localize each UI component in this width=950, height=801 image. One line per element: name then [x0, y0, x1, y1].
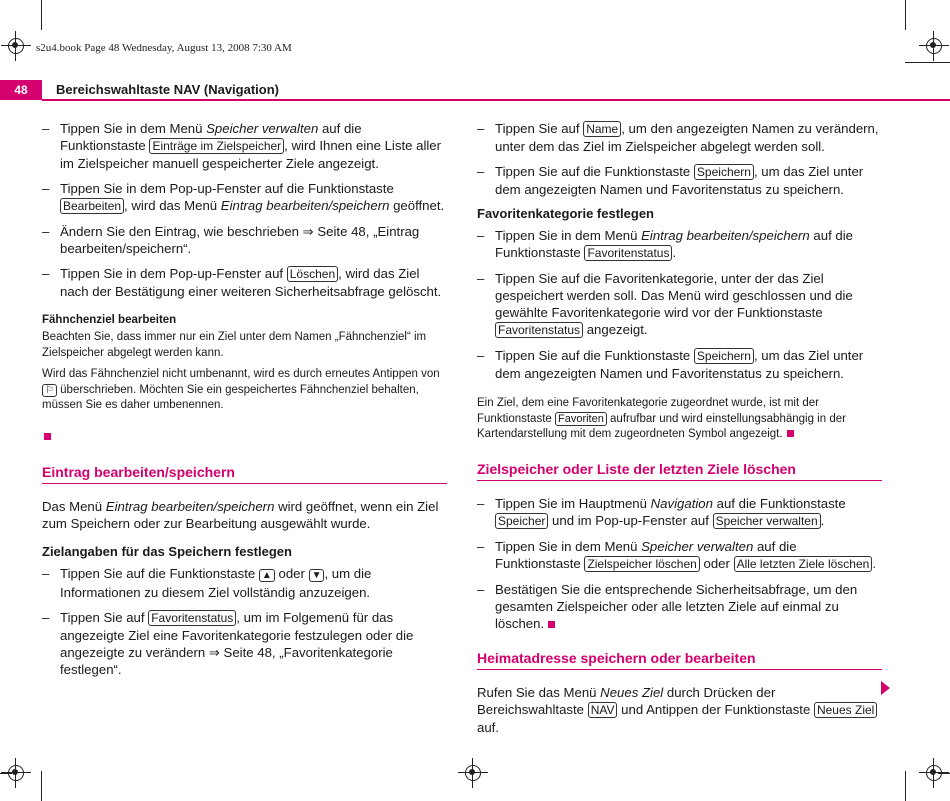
key-favoritenstatus: Favoritenstatus: [495, 322, 583, 338]
list-item: – Tippen Sie auf Favoritenstatus , um im Folgemenü für das angezeigte Ziel eine Favoritenkategorie festzulegen oder die angezeigte zu verändern ⇒ Seite 48, „Favoritenkategorie festlegen“.: [42, 609, 414, 677]
crop-mark-bottom-center: [458, 758, 488, 788]
key-alle-letzten-ziele-loeschen: Alle letzten Ziele löschen: [734, 556, 873, 572]
list-item: – Bestätigen Sie die entsprechende Sicherheitsabfrage, um den gesamten Zielspeicher oder alle letzten Ziele auf einmal zu löschen.: [477, 581, 858, 631]
section-title: Heimatadresse speichern oder bearbeiten: [477, 650, 882, 670]
dash: –: [477, 348, 485, 363]
sub-heading: Favoritenkategorie festlegen: [477, 206, 654, 221]
dash: –: [477, 538, 485, 554]
key-speichern: Speichern: [694, 164, 754, 180]
list-item: – Tippen Sie auf die Favoritenkategorie, unter der das Ziel gespeichert werden soll. Das Menü wird geschlossen und die gewählte Favoritenkategorie wird vor der Funktionstaste Favoritenstatus angezeigt.: [477, 271, 853, 337]
up-arrow-key-icon: ▲: [259, 569, 275, 582]
flag-heading: Fähnchenziel bearbeiten: [42, 314, 177, 326]
left-column: [42, 120, 447, 686]
list-item: – Tippen Sie auf die Funktionstaste Speichern , um das Ziel unter dem angezeigten Namen und Favoritenstatus zu speichern.: [477, 164, 864, 197]
section-title: Zielspeicher oder Liste der letzten Ziele löschen: [477, 461, 882, 481]
flag-paragraph: Wird das Fähnchenziel nicht umbenannt, wird es durch erneutes Antippen von ⚐ überschrieben. Möchten Sie ein gespeichertes Fähnchenziel behalten, müssen Sie es daher umbenennen.: [42, 368, 440, 411]
note-paragraph: Ein Ziel, dem eine Favoritenkategorie zugeordnet wurde, ist mit der Funktionstaste Favoriten aufrufbar und wird einstellungsabhängig in der Kartendarstellung mit dem zugeordneten Symbol angezeigt.: [477, 397, 846, 440]
flag-icon: ⚐: [42, 384, 57, 397]
dash: –: [42, 609, 50, 625]
end-mark: [548, 621, 555, 628]
trim-line: [905, 771, 906, 801]
section-title: Eintrag bearbeiten/speichern: [42, 464, 447, 484]
list-item: – Tippen Sie in dem Pop-up-Fenster auf Löschen , wird das Ziel nach der Bestätigung einer weiteren Sicherheitsabfrage gelöscht.: [42, 266, 442, 299]
list-item: – Tippen Sie in dem Menü Speicher verwalten auf die Funktionstaste Zielspeicher löschen oder Alle letzten Ziele löschen .: [477, 538, 876, 571]
continue-arrow-icon: [881, 681, 890, 695]
sub-heading: Zielangaben für das Speichern festlegen: [42, 543, 292, 559]
dash: –: [42, 224, 50, 239]
key-favoritenstatus: Favoritenstatus: [148, 610, 236, 626]
dash: –: [42, 181, 50, 196]
header-rule: [42, 99, 950, 101]
down-arrow-key-icon: ▼: [309, 569, 325, 582]
list-item: – Tippen Sie auf die Funktionstaste ▲ oder ▼ , um die Informationen zu diesem Ziel vollständig anzuzeigen.: [42, 565, 372, 600]
list-item: – Ändern Sie den Eintrag, wie beschrieben ⇒ Seite 48, „Eintrag bearbeiten/speichern“.: [42, 224, 420, 256]
trim-line: [41, 771, 42, 801]
key-neues-ziel: Neues Ziel: [814, 702, 877, 718]
dash: –: [477, 495, 485, 511]
key-nav: NAV: [588, 702, 618, 718]
key-speicher-verwalten: Speicher verwalten: [713, 513, 821, 529]
trim-line: [938, 773, 950, 774]
home-address-paragraph: Rufen Sie das Menü Neues Ziel durch Drücken der Bereichswahltaste NAV und Antippen der Funktionstaste Neues Ziel auf.: [477, 684, 882, 736]
dash: –: [477, 228, 485, 243]
list-item: – Tippen Sie in dem Pop-up-Fenster auf die Funktionstaste Bearbeiten , wird das Menü Eintrag bearbeiten/speichern geöffnet.: [42, 181, 445, 213]
key-bearbeiten: Bearbeiten: [60, 198, 124, 214]
end-mark: [44, 433, 51, 440]
list-item: – Tippen Sie im Hauptmenü Navigation auf die Funktionstaste Speicher und im Pop-up-Fenster auf Speicher verwalten .: [477, 495, 846, 528]
intro-paragraph: Das Menü Eintrag bearbeiten/speichern wird geöffnet, wenn ein Ziel zum Speichern oder zur Bearbeitung ausgewählt wurde.: [42, 498, 439, 531]
trim-line: [0, 773, 12, 774]
page-number: 48: [0, 80, 42, 100]
list-item: – Tippen Sie in dem Menü Eintrag bearbeiten/speichern auf die Funktionstaste Favoritenstatus .: [477, 228, 854, 260]
right-column: [477, 120, 882, 748]
list-item: – Tippen Sie auf Name , um den angezeigten Namen zu verändern, unter dem das Ziel im Zielspeicher abgelegt werden soll.: [477, 121, 879, 154]
key-speichern: Speichern: [694, 348, 754, 364]
dash: –: [477, 164, 485, 179]
key-name: Name: [583, 121, 621, 137]
trim-line: [41, 0, 42, 30]
crop-mark-top-left: [1, 31, 31, 61]
page-header-title: Bereichswahltaste NAV (Navigation): [56, 82, 279, 97]
dash: –: [42, 121, 50, 136]
key-eintraege-im-zielspeicher: Einträge im Zielspeicher: [149, 138, 284, 154]
dash: –: [477, 121, 485, 136]
file-info: s2u4.book Page 48 Wednesday, August 13, 2008 7:30 AM: [36, 42, 292, 54]
trim-line: [905, 62, 950, 63]
list-item: – Tippen Sie auf die Funktionstaste Speichern , um das Ziel unter dem angezeigten Namen und Favoritenstatus zu speichern.: [477, 348, 864, 381]
list-item: – Tippen Sie in dem Menü Speicher verwalten auf die Funktionstaste Einträge im Zielspeicher , wird Ihnen eine Liste aller im Zielspeicher manuell gespeicherter Ziele angezeigt.: [42, 121, 442, 171]
trim-line: [905, 0, 906, 30]
dash: –: [477, 271, 485, 286]
end-mark: [787, 430, 794, 437]
flag-paragraph: Beachten Sie, dass immer nur ein Ziel unter dem Namen „Fähnchenziel“ im Zielspeicher abgelegt werden kann.: [42, 331, 427, 359]
crop-mark-top-right: [919, 31, 949, 61]
dash: –: [477, 581, 485, 597]
key-zielspeicher-loeschen: Zielspeicher löschen: [584, 556, 699, 572]
key-speicher: Speicher: [495, 513, 548, 529]
key-favoritenstatus: Favoritenstatus: [584, 245, 672, 261]
key-favoriten: Favoriten: [555, 412, 607, 426]
key-loeschen: Löschen: [287, 266, 338, 282]
dash: –: [42, 266, 50, 281]
dash: –: [42, 565, 50, 581]
